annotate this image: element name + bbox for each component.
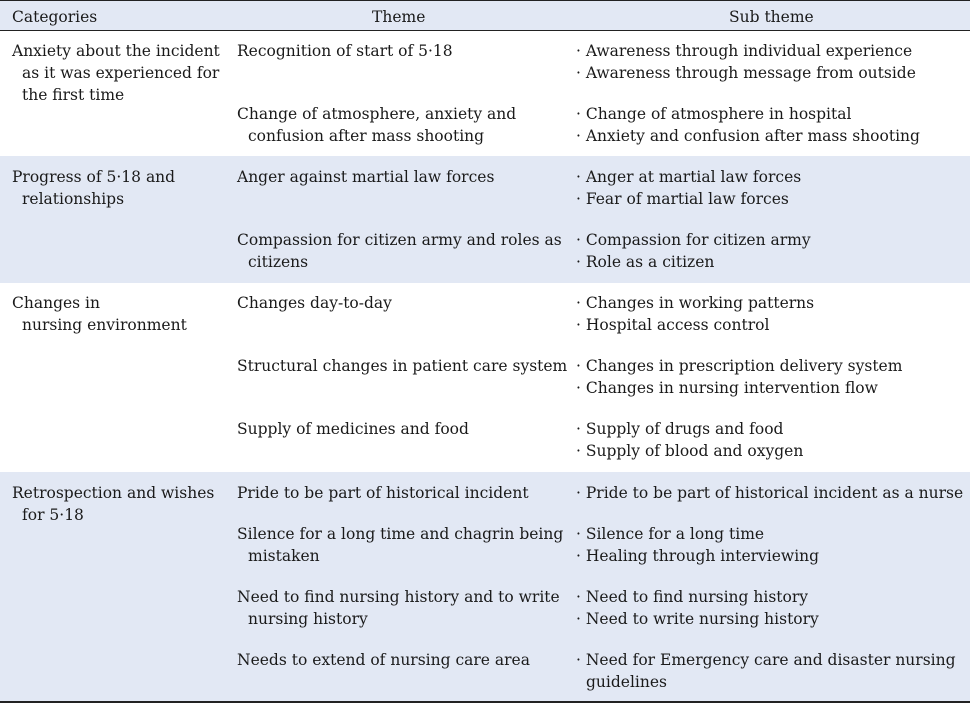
theme-line: Needs to extend of nursing care area [237,651,530,669]
category-line: relationships [22,190,125,208]
category-line: for 5·18 [22,506,84,524]
category-line: nursing environment [22,316,187,334]
theme-line: Recognition of start of 5·18 [237,42,453,60]
theme-line: Changes day-to-day [237,294,392,312]
subtheme-line: · Change of atmosphere in hospital [576,105,852,123]
subtheme-line: · Supply of blood and oxygen [576,442,804,460]
subtheme-line: · Need to find nursing history [576,588,809,606]
header-sub-theme: Sub theme [729,8,814,26]
theme-line: mistaken [248,547,320,565]
table-header [0,0,970,31]
bottom-rule [0,701,970,703]
theme-line: nursing history [248,610,368,628]
subtheme-line: · Silence for a long time [576,525,765,543]
theme-line: Need to find nursing history and to write [237,588,560,606]
category-line: the first time [22,86,125,104]
theme-line: Structural changes in patient care system [237,357,568,375]
header-categories: Categories [12,8,98,26]
theme-line: Change of atmosphere, anxiety and [237,105,517,123]
theme-line: citizens [248,253,309,271]
theme-line: Compassion for citizen army and roles as [237,231,562,249]
theme-line: Silence for a long time and chagrin being [237,525,564,543]
subtheme-line: · Awareness through individual experience [576,42,913,60]
theme-line: Supply of medicines and food [237,420,469,438]
subtheme-line: · Healing through interviewing [576,547,820,565]
subtheme-line: · Role as a citizen [576,253,715,271]
subtheme-line: · Changes in nursing intervention flow [576,379,878,397]
category-line: Progress of 5·18 and [12,168,176,186]
subtheme-line: · Anxiety and confusion after mass shooting [576,127,920,145]
subtheme-line: · Need to write nursing history [576,610,819,628]
header-theme: Theme [372,8,426,26]
subtheme-line: · Changes in prescription delivery system [576,357,903,375]
subtheme-line: · Need for Emergency care and disaster nursing [576,651,956,669]
category-line: Retrospection and wishes [12,484,215,502]
subtheme-line: guidelines [586,673,667,691]
category-line: as it was experienced for [22,64,220,82]
subtheme-line: · Pride to be part of historical incident as a nurse [576,484,964,502]
theme-line: confusion after mass shooting [248,127,485,145]
category-line: Changes in [12,294,100,312]
subtheme-line: · Awareness through message from outside [576,64,916,82]
subtheme-line: · Compassion for citizen army [576,231,811,249]
subtheme-line: · Fear of martial law forces [576,190,789,208]
subtheme-line: · Hospital access control [576,316,770,334]
subtheme-line: · Supply of drugs and food [576,420,784,438]
category-line: Anxiety about the incident [12,42,220,60]
theme-line: Anger against martial law forces [237,168,495,186]
theme-line: Pride to be part of historical incident [237,484,529,502]
subtheme-line: · Anger at martial law forces [576,168,802,186]
subtheme-line: · Changes in working patterns [576,294,815,312]
